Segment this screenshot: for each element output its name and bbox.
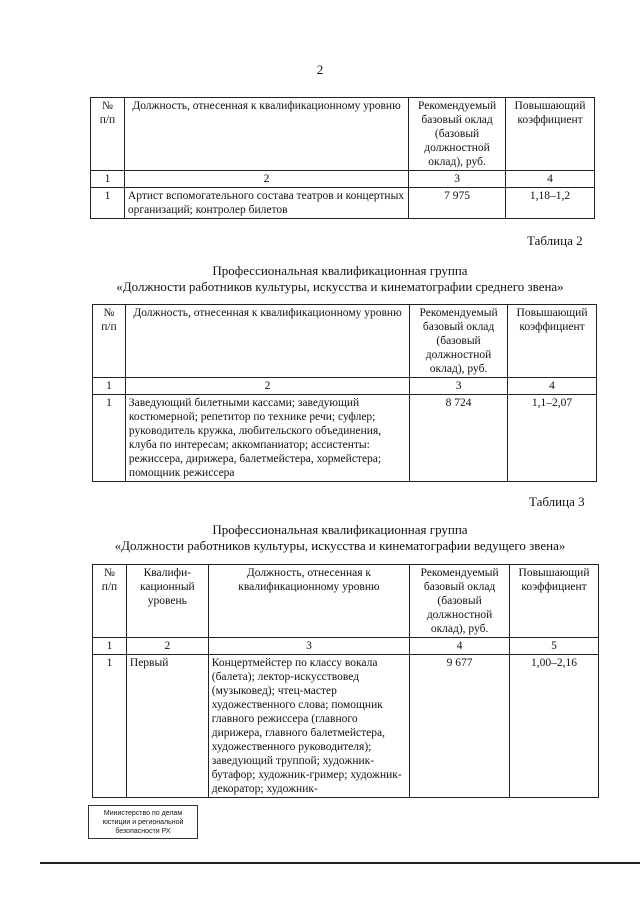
salary-cell: 7 975 [409, 188, 506, 219]
header-cell: Должность, отнесенная к квалификационному уровню [124, 98, 408, 171]
header-cell: Повышающий коэффициент [508, 305, 597, 378]
table-2 [92, 304, 597, 482]
column-number: 3 [409, 171, 506, 188]
table-3-caption: Таблица 3 [529, 494, 585, 509]
column-number-row [93, 638, 599, 655]
stamp-line: безопасности РХ [115, 828, 171, 835]
table-header-row [93, 565, 599, 638]
row-number: 1 [93, 395, 126, 482]
level-cell: Первый [126, 655, 208, 798]
coefficient-cell: 1,1–2,07 [508, 395, 597, 482]
position-cell: Концертмейстер по классу вокала (балета); лектор-искусствовед (музыковед); чтец-мастер художественного слова; помощник главного режиссера (главного дирижера, главного балетмейстера, художественного руководителя); заведующий труппой; художник-бутафор; художник-гример; художник-декоратор; художник- [208, 655, 409, 798]
header-cell: № п/п [93, 305, 126, 378]
column-number-row [93, 378, 597, 395]
table-2-title-line-2: «Должности работников культуры, искусства и кинематографии среднего звена» [116, 279, 564, 294]
stamp-line: юстиции и региональной [102, 819, 184, 826]
column-number: 4 [508, 378, 597, 395]
column-number: 1 [91, 171, 125, 188]
table-row [93, 655, 599, 798]
table-3-title-line-2: «Должности работников культуры, искусства и кинематографии ведущего звена» [114, 538, 566, 553]
coefficient-cell: 1,00–2,16 [510, 655, 599, 798]
table-header-row [93, 305, 597, 378]
table-3-title-line-1: Профессиональная квалификационная группа [212, 522, 468, 537]
position-cell: Артист вспомогательного состава театров и концертных организаций; контролер билетов [124, 188, 408, 219]
row-number: 1 [91, 188, 125, 219]
column-number: 2 [124, 171, 408, 188]
header-cell: Повышающий коэффициент [510, 565, 599, 638]
position-cell: Заведующий билетными кассами; заведующий костюмерной; репетитор по технике речи; суфлер; руководитель кружка, любительского объединения, клуба по интересам; аккомпаниатор; ассистенты: режиссера, дирижера, балетмейстера, хормейстера; помощник режиссера [125, 395, 409, 482]
table-3 [92, 564, 599, 798]
table-header-row [91, 98, 595, 171]
column-number: 4 [506, 171, 595, 188]
row-number: 1 [93, 655, 127, 798]
header-cell: Повышающий коэффициент [506, 98, 595, 171]
table-2-caption: Таблица 2 [527, 233, 583, 248]
header-cell: Рекомендуемый базовый оклад (базовый должностной оклад), руб. [409, 98, 506, 171]
column-number-row [91, 171, 595, 188]
column-number: 4 [410, 638, 510, 655]
coefficient-cell: 1,18–1,2 [506, 188, 595, 219]
header-cell: № п/п [91, 98, 125, 171]
footer-divider [40, 862, 640, 864]
page-number: 2 [316, 62, 324, 77]
column-number: 1 [93, 378, 126, 395]
salary-cell: 8 724 [410, 395, 508, 482]
header-cell: Должность, отнесенная к квалификационному уровню [208, 565, 409, 638]
header-cell: Квалифи- кационный уровень [126, 565, 208, 638]
column-number: 2 [126, 638, 208, 655]
stamp-line: Министерство по делам [103, 810, 183, 817]
header-cell: Рекомендуемый базовый оклад (базовый должностной оклад), руб. [410, 565, 510, 638]
header-cell: Рекомендуемый базовый оклад (базовый должностной оклад), руб. [410, 305, 508, 378]
header-cell: Должность, отнесенная к квалификационному уровню [125, 305, 409, 378]
salary-cell: 9 677 [410, 655, 510, 798]
header-cell: № п/п [93, 565, 127, 638]
table-row [93, 395, 597, 482]
column-number: 5 [510, 638, 599, 655]
column-number: 3 [208, 638, 409, 655]
ministry-stamp [88, 805, 198, 839]
column-number: 3 [410, 378, 508, 395]
table-row [91, 188, 595, 219]
column-number: 2 [125, 378, 409, 395]
table-1 [90, 97, 595, 219]
column-number: 1 [93, 638, 127, 655]
table-2-title-line-1: Профессиональная квалификационная группа [212, 263, 468, 278]
